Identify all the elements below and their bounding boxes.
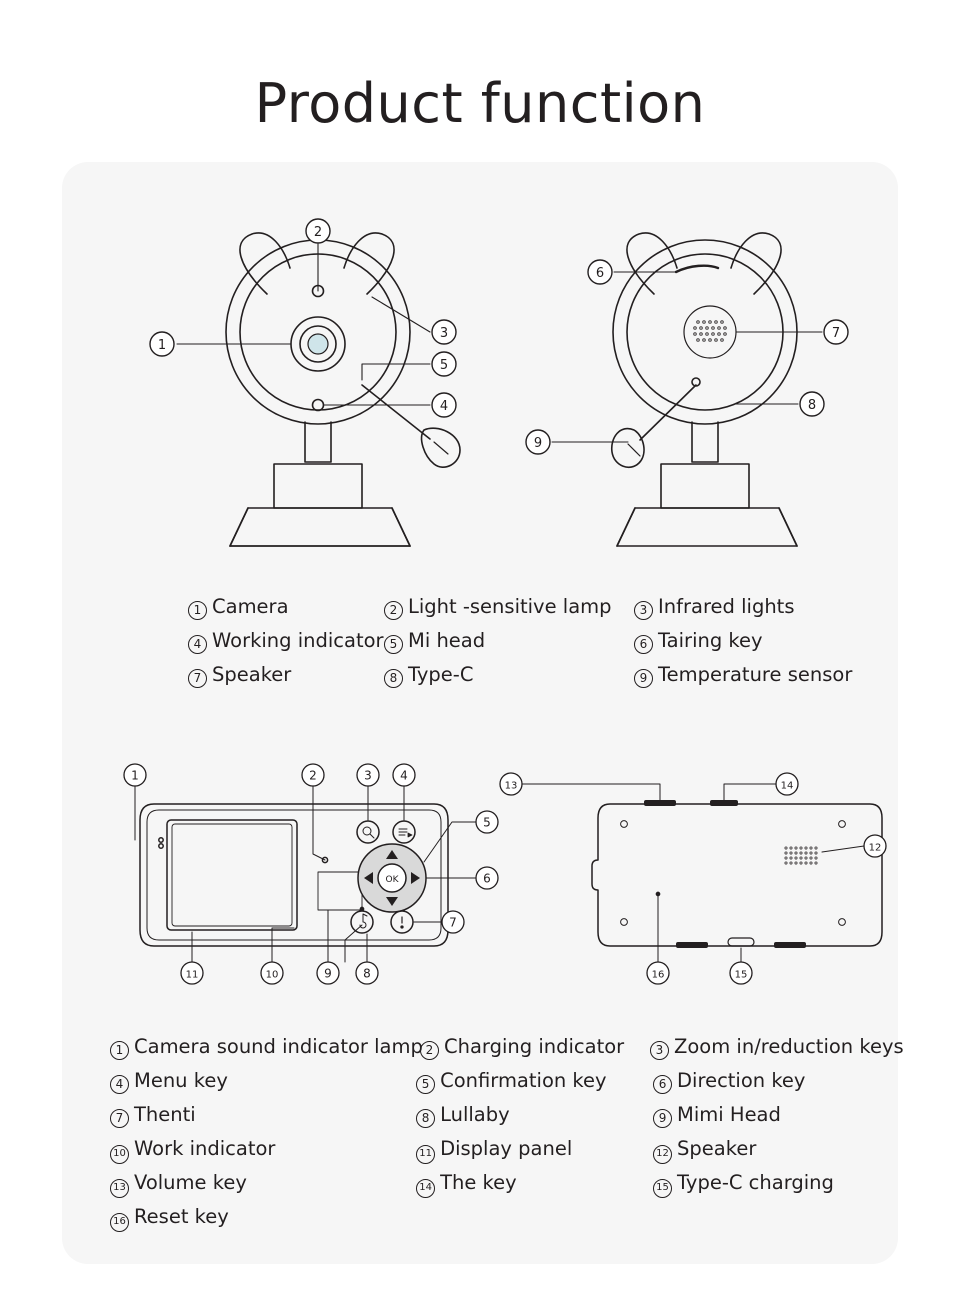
callout-number: 8: [384, 669, 403, 688]
legend-item: [384, 590, 634, 624]
svg-text:1: 1: [131, 768, 139, 783]
monitor-diagram-panel: [62, 762, 904, 1262]
legend-label: Light -sensitive lamp: [408, 595, 612, 618]
callout-number: 9: [653, 1109, 672, 1128]
legend-label: Speaker: [212, 663, 292, 686]
legend-row: [110, 1132, 890, 1166]
callout-number: 10: [110, 1145, 129, 1164]
legend-item: [653, 1098, 890, 1132]
legend-item: [634, 658, 888, 692]
callout-number: 8: [416, 1109, 435, 1128]
legend-item: [188, 590, 384, 624]
legend-label: Camera: [212, 595, 289, 618]
callout-number: 4: [188, 635, 207, 654]
legend-item: [384, 658, 634, 692]
legend-row: [110, 1098, 890, 1132]
legend-row: [110, 1030, 904, 1064]
legend-item: [416, 1064, 653, 1098]
legend-label: Zoom in/reduction keys: [674, 1035, 904, 1058]
legend-item: [384, 624, 634, 658]
legend-label: Confirmation key: [440, 1069, 607, 1092]
svg-text:4: 4: [439, 399, 449, 414]
callout-group-monitor-front: [124, 764, 498, 984]
callout-number: 2: [420, 1041, 439, 1060]
svg-text:8: 8: [363, 966, 371, 981]
callout-number: 4: [110, 1075, 129, 1094]
callout-number: 13: [110, 1179, 129, 1198]
monitor-diagram-svg: [62, 762, 898, 1022]
legend-label: Thenti: [134, 1103, 196, 1126]
callout-number: 5: [384, 635, 403, 654]
svg-text:11: 11: [185, 969, 199, 981]
callout-number: 11: [416, 1145, 435, 1164]
camera-diagram-panel: [62, 172, 898, 712]
svg-text:2: 2: [313, 225, 323, 240]
callout-number: 1: [110, 1041, 129, 1060]
callout-number: 7: [188, 669, 207, 688]
legend-item: [188, 658, 384, 692]
legend-label: Charging indicator: [444, 1035, 625, 1058]
svg-text:9: 9: [324, 966, 332, 981]
legend-item: [634, 590, 888, 624]
legend-item: [650, 1030, 904, 1064]
legend-item: [110, 1064, 416, 1098]
svg-text:12: 12: [868, 842, 882, 854]
legend-item: [188, 624, 384, 658]
legend-item: [110, 1132, 416, 1166]
legend-item: [634, 624, 888, 658]
svg-text:6: 6: [595, 266, 605, 281]
svg-text:13: 13: [504, 780, 518, 792]
legend-item: [416, 1166, 653, 1200]
legend-label: Work indicator: [134, 1137, 276, 1160]
svg-text:14: 14: [780, 780, 794, 792]
camera-legend: [188, 590, 888, 692]
legend-item: [420, 1030, 650, 1064]
svg-text:5: 5: [439, 358, 449, 373]
legend-row: [110, 1200, 890, 1234]
callout-number: 7: [110, 1109, 129, 1128]
legend-label: Direction key: [677, 1069, 806, 1092]
callout-group-camera-front: [150, 219, 456, 417]
legend-row: [110, 1064, 890, 1098]
callout-number: 12: [653, 1145, 672, 1164]
svg-text:OK: OK: [385, 875, 399, 885]
callout-number: 1: [188, 601, 207, 620]
svg-text:10: 10: [265, 969, 279, 981]
legend-label: Reset key: [134, 1205, 229, 1228]
svg-text:2: 2: [309, 768, 317, 783]
legend-row: [110, 1166, 890, 1200]
legend-item: [416, 1098, 653, 1132]
legend-label: Lullaby: [440, 1103, 510, 1126]
callout-number: 3: [650, 1041, 669, 1060]
legend-label: Mi head: [408, 629, 486, 652]
monitor-legend: [110, 1030, 904, 1234]
legend-item: [110, 1030, 423, 1064]
legend-label: Type-C charging: [677, 1171, 834, 1194]
legend-row: [188, 658, 888, 692]
svg-text:1: 1: [157, 338, 167, 353]
legend-label: Temperature sensor: [658, 663, 853, 686]
legend-label: Camera sound indicator lamp: [134, 1035, 423, 1058]
legend-item: [653, 1064, 890, 1098]
callout-number: 2: [384, 601, 403, 620]
legend-label: Tairing key: [658, 629, 763, 652]
svg-text:9: 9: [533, 436, 543, 451]
callout-number: 6: [634, 635, 653, 654]
svg-text:6: 6: [483, 871, 491, 886]
callout-number: 3: [634, 601, 653, 620]
callout-number: 14: [416, 1179, 435, 1198]
legend-label: Infrared lights: [658, 595, 795, 618]
camera-diagram-svg: [62, 172, 898, 592]
legend-item: [416, 1132, 653, 1166]
legend-item: [653, 1166, 890, 1200]
legend-row: [188, 590, 888, 624]
legend-label: Display panel: [440, 1137, 573, 1160]
svg-text:8: 8: [807, 398, 817, 413]
svg-text:3: 3: [439, 326, 449, 341]
legend-item: [653, 1132, 890, 1166]
legend-row: [188, 624, 888, 658]
diagram-card: [62, 162, 904, 1264]
legend-item: [110, 1200, 420, 1234]
callout-number: 15: [653, 1179, 672, 1198]
page-title: Product function: [254, 72, 706, 135]
callout-group-camera-back: [526, 260, 848, 454]
legend-label: Working indicator: [212, 629, 384, 652]
legend-label: The key: [440, 1171, 517, 1194]
legend-label: Speaker: [677, 1137, 757, 1160]
svg-text:15: 15: [734, 969, 748, 981]
svg-text:16: 16: [651, 969, 665, 981]
svg-text:7: 7: [449, 915, 457, 930]
legend-item: [110, 1166, 416, 1200]
callout-number: 5: [416, 1075, 435, 1094]
svg-text:5: 5: [483, 815, 491, 830]
legend-label: Type-C: [408, 663, 474, 686]
legend-item: [110, 1098, 416, 1132]
legend-label: Volume key: [134, 1171, 247, 1194]
callout-number: 9: [634, 669, 653, 688]
callout-number: 16: [110, 1213, 129, 1232]
legend-label: Menu key: [134, 1069, 228, 1092]
legend-label: Mimi Head: [677, 1103, 781, 1126]
callout-number: 6: [653, 1075, 672, 1094]
svg-text:4: 4: [400, 768, 408, 783]
svg-text:3: 3: [364, 768, 372, 783]
svg-text:7: 7: [831, 326, 841, 341]
